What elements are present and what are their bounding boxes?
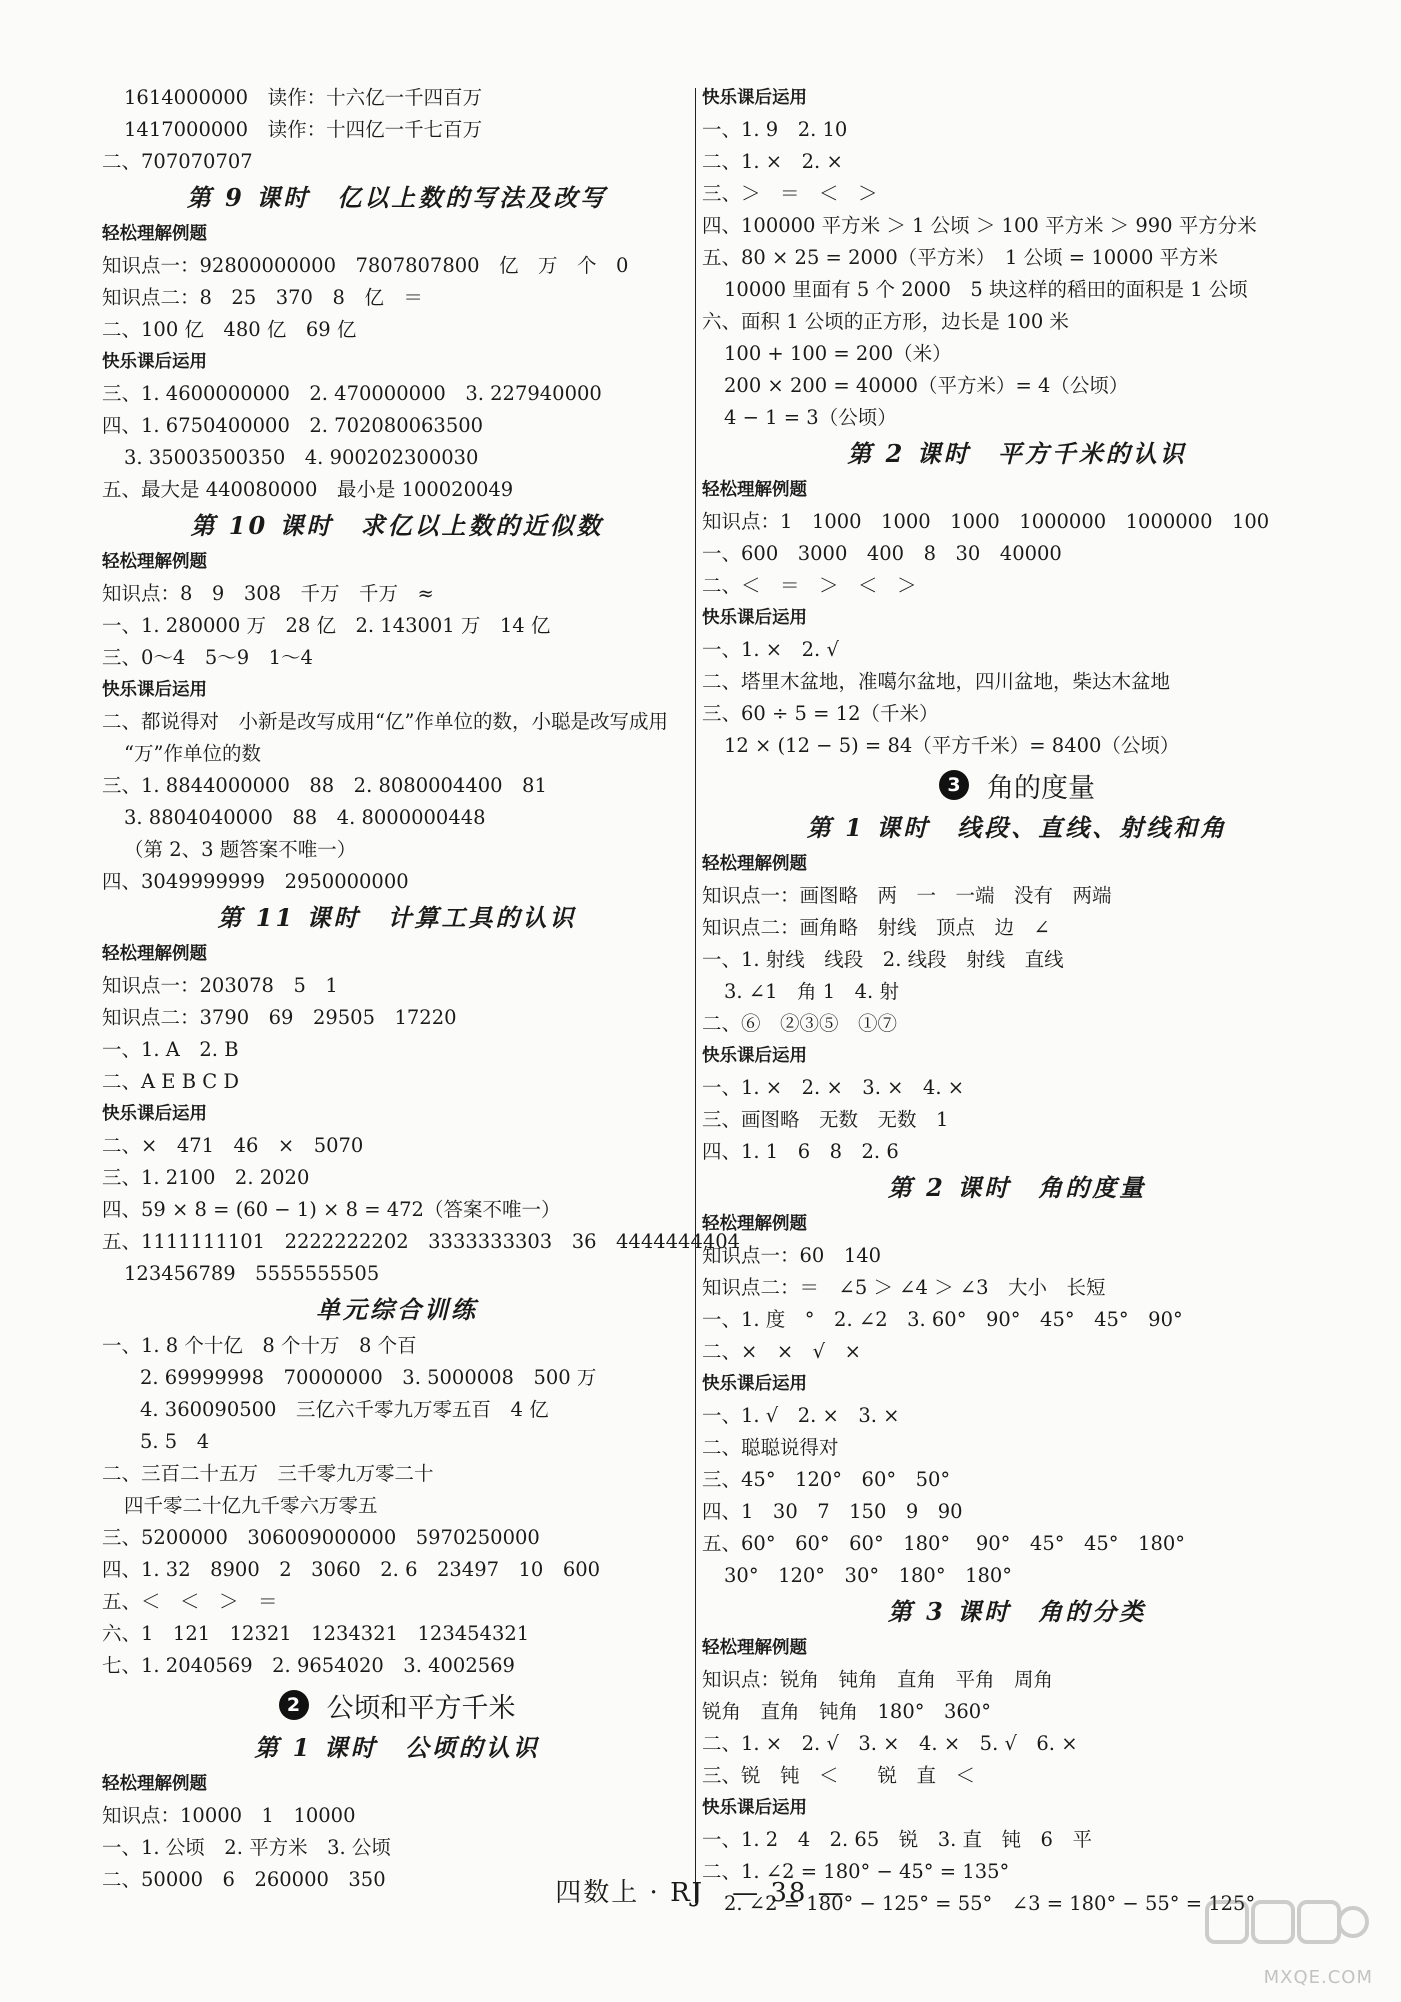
lesson-heading: 第 3 课时 角的分类 [887,1597,1147,1626]
answer-line: 知识点一：203078 5 1 [102,974,338,997]
answer-line: 一、1. 8 个十亿 8 个十万 8 个百 [102,1334,417,1357]
page-footer: 四数上 · RJ — 38 — [555,1878,846,1908]
answer-line: 六、1 121 12321 1234321 123454321 [102,1622,530,1645]
answer-line: 4. 360090500 三亿六千零九万零五百 4 亿 [140,1398,549,1421]
answer-line: 一、600 3000 400 8 30 40000 [702,542,1062,565]
answer-line: 知识点一：60 140 [702,1244,882,1267]
answer-line: 四、1. 6750400000 2. 702080063500 [102,414,484,437]
section-label: 轻松理解例题 [102,1774,207,1794]
answer-line: 四千零二十亿九千零六万零五 [124,1494,378,1517]
answer-line: 五、＜ ＜ ＞ ＝ [102,1590,278,1613]
answer-line: 知识点二：3790 69 29505 17220 [102,1006,457,1029]
section-label: 快乐课后运用 [102,1104,207,1124]
section-label: 轻松理解例题 [702,1214,807,1234]
answer-line: 四、59 × 8 = (60 − 1) × 8 = 472（答案不唯一） [102,1198,561,1221]
answer-line: 二、＜ ＝ ＞ ＜ ＞ [702,574,917,597]
answer-line: 知识点二：＝ ∠5 ＞ ∠4 ＞ ∠3 大小 长短 [702,1276,1106,1299]
answer-line: 二、1. × 2. × [702,150,843,173]
answer-line: 锐角 直角 钝角 180° 360° [702,1700,991,1723]
answer-line: 123456789 5555555505 [124,1262,380,1285]
answer-line: 一、1. √ 2. × 3. × [702,1404,900,1427]
answer-line: 三、60 ÷ 5 = 12（千米） [702,702,939,725]
answer-line: 三、1. 8844000000 88 2. 8080004400 81 [102,774,547,797]
unit-heading [102,1682,692,1728]
answer-line: 3. 8804040000 88 4. 8000000448 [124,806,486,829]
answer-line: 五、最大是 440080000 最小是 100020049 [102,478,514,501]
answer-line: 四、3049999999 2950000000 [102,870,409,893]
answer-line: 五、60° 60° 60° 180° 90° 45° 45° 180° [702,1532,1186,1555]
unit-number-badge: 2 [279,1690,309,1720]
answer-line: 五、80 × 25 = 2000（平方米） 1 公顷 = 10000 平方米 [702,246,1219,269]
answer-line: 一、1. 9 2. 10 [702,118,848,141]
answer-line: 2. ∠2 = 180° − 125° = 55° ∠3 = 180° − 55° = 125° [724,1892,1256,1915]
answer-line: 三、1. 2100 2. 2020 [102,1166,310,1189]
answer-line: 一、1. × 2. √ [702,638,839,661]
answer-line: 知识点：8 9 308 千万 千万 ≈ [102,582,434,605]
unit-title: 角的度量 [987,772,1095,804]
column-divider [695,88,696,1903]
answer-line: 知识点一：画图略 两 一 一端 没有 两端 [702,884,1112,907]
answer-line: 五、1111111101 2222222202 3333333303 36 4444444404 [102,1230,741,1253]
answer-line: 12 × (12 − 5) = 84（平方千米）= 8400（公顷） [724,734,1180,757]
answer-line: 4 − 1 = 3（公顷） [724,406,897,429]
answer-line: 1417000000 读作：十四亿一千七百万 [124,118,483,141]
answer-line: 二、100 亿 480 亿 69 亿 [102,318,357,341]
unit-heading [702,762,1332,808]
answer-line: 知识点：锐角 钝角 直角 平角 周角 [702,1668,1054,1691]
answer-line: 二、1. ∠2 = 180° − 45° = 135° [702,1860,1010,1883]
answer-line: 知识点二：画角略 射线 顶点 边 ∠ [702,916,1050,939]
answer-line: 四、100000 平方米 ＞ 1 公顷 ＞ 100 平方米 ＞ 990 平方分米 [702,214,1257,237]
answer-line: 二、× 471 46 × 5070 [102,1134,364,1157]
answer-line: 一、1. 公顷 2. 平方米 3. 公顷 [102,1836,391,1859]
answer-line: 三、＞ ＝ ＜ ＞ [702,182,878,205]
answer-line: 10000 里面有 5 个 2000 5 块这样的稻田的面积是 1 公顷 [724,278,1248,301]
watermark-text: MXQE.COM [1263,1967,1373,1988]
answer-line: 二、聪聪说得对 [702,1436,839,1459]
answer-line: 知识点一：92800000000 7807807800 亿 万 个 0 [102,254,629,277]
lesson-heading: 第 11 课时 计算工具的认识 [217,903,577,932]
answer-line: 知识点：10000 1 10000 [102,1804,356,1827]
section-label: 轻松理解例题 [702,480,807,500]
lesson-heading: 第 2 课时 角的度量 [887,1173,1147,1202]
section-label: 快乐课后运用 [702,1374,807,1394]
section-label: 轻松理解例题 [102,944,207,964]
section-label: 轻松理解例题 [102,224,207,244]
answer-line: 二、50000 6 260000 350 [102,1868,386,1891]
right-column [702,82,1332,1920]
answer-line: “万”作单位的数 [124,742,261,765]
answer-line: 二、707070707 [102,150,253,173]
lesson-heading: 第 1 课时 公顷的认识 [254,1733,540,1762]
answer-line: 二、× × √ × [702,1340,861,1363]
answer-line: 一、1. × 2. × 3. × 4. × [702,1076,965,1099]
answer-line: 5. 5 4 [140,1430,210,1453]
answer-line: 二、三百二十五万 三千零九万零二十 [102,1462,434,1485]
unit-title: 公顷和平方千米 [326,1692,516,1724]
answer-line: 二、都说得对 小新是改写成用“亿”作单位的数，小聪是改写成用 [102,710,668,733]
answer-line: 二、A E B C D [102,1070,239,1093]
answer-line: 2. 69999998 70000000 3. 5000008 500 万 [140,1366,597,1389]
answer-line: 30° 120° 30° 180° 180° [724,1564,1013,1587]
answer-line: 七、1. 2040569 2. 9654020 3. 4002569 [102,1654,515,1677]
lesson-heading: 第 9 课时 亿以上数的写法及改写 [186,183,608,212]
answer-line: 3. ∠1 角 1 4. 射 [724,980,899,1003]
section-label: 轻松理解例题 [702,1638,807,1658]
lesson-heading: 单元综合训练 [316,1295,478,1324]
answer-line: 一、1. 2 4 2. 65 锐 3. 直 钝 6 平 [702,1828,1092,1851]
section-label: 快乐课后运用 [702,1046,807,1066]
answer-line: 一、1. 射线 线段 2. 线段 射线 直线 [702,948,1064,971]
section-label: 快乐课后运用 [102,352,207,372]
answer-line: 一、1. 度 ° 2. ∠2 3. 60° 90° 45° 45° 90° [702,1308,1183,1331]
watermark-stamp-icon [1203,1896,1373,1966]
answer-line: 1614000000 读作：十六亿一千四百万 [124,86,483,109]
unit-number-badge: 3 [939,770,969,800]
lesson-heading: 第 1 课时 线段、直线、射线和角 [806,813,1228,842]
left-column [102,82,741,1896]
answer-line: 六、面积 1 公顷的正方形，边长是 100 米 [702,310,1069,333]
section-label: 快乐课后运用 [102,680,207,700]
answer-line: 三、0～4 5～9 1～4 [102,646,313,669]
answer-line: 三、锐 钝 ＜ 锐 直 ＜ [702,1764,976,1787]
answer-line: （第 2、3 题答案不唯一） [124,838,357,861]
answer-line: 一、1. 280000 万 28 亿 2. 143001 万 14 亿 [102,614,551,637]
answer-line: 四、1. 32 8900 2 3060 2. 6 23497 10 600 [102,1558,601,1581]
answer-line: 二、⑥ ②③⑤ ①⑦ [702,1012,898,1035]
answer-line: 二、塔里木盆地，准噶尔盆地，四川盆地，柴达木盆地 [702,670,1171,693]
lesson-heading: 第 10 课时 求亿以上数的近似数 [190,511,604,540]
section-label: 轻松理解例题 [102,552,207,572]
answer-line: 一、1. A 2. B [102,1038,239,1061]
section-label: 快乐课后运用 [702,1798,807,1818]
section-label: 快乐课后运用 [702,88,807,108]
answer-line: 200 × 200 = 40000（平方米）= 4（公顷） [724,374,1129,397]
answer-line: 三、45° 120° 60° 50° [702,1468,951,1491]
answer-line: 知识点二：8 25 370 8 亿 ＝ [102,286,423,309]
answer-line: 二、1. × 2. √ 3. × 4. × 5. √ 6. × [702,1732,1078,1755]
answer-line: 100 + 100 = 200（米） [724,342,952,365]
lesson-heading: 第 2 课时 平方千米的认识 [847,439,1187,468]
section-label: 快乐课后运用 [702,608,807,628]
answer-line: 三、1. 4600000000 2. 470000000 3. 227940000 [102,382,602,405]
answer-line: 三、5200000 306009000000 5970250000 [102,1526,540,1549]
answer-line: 四、1. 1 6 8 2. 6 [702,1140,899,1163]
answer-line: 3. 35003500350 4. 900202300030 [124,446,479,469]
section-label: 轻松理解例题 [702,854,807,874]
answer-line: 四、1 30 7 150 9 90 [702,1500,963,1523]
watermark-logo [1203,1896,1373,1988]
answer-line: 三、画图略 无数 无数 1 [702,1108,949,1131]
answer-line: 知识点：1 1000 1000 1000 1000000 1000000 100 [702,510,1270,533]
